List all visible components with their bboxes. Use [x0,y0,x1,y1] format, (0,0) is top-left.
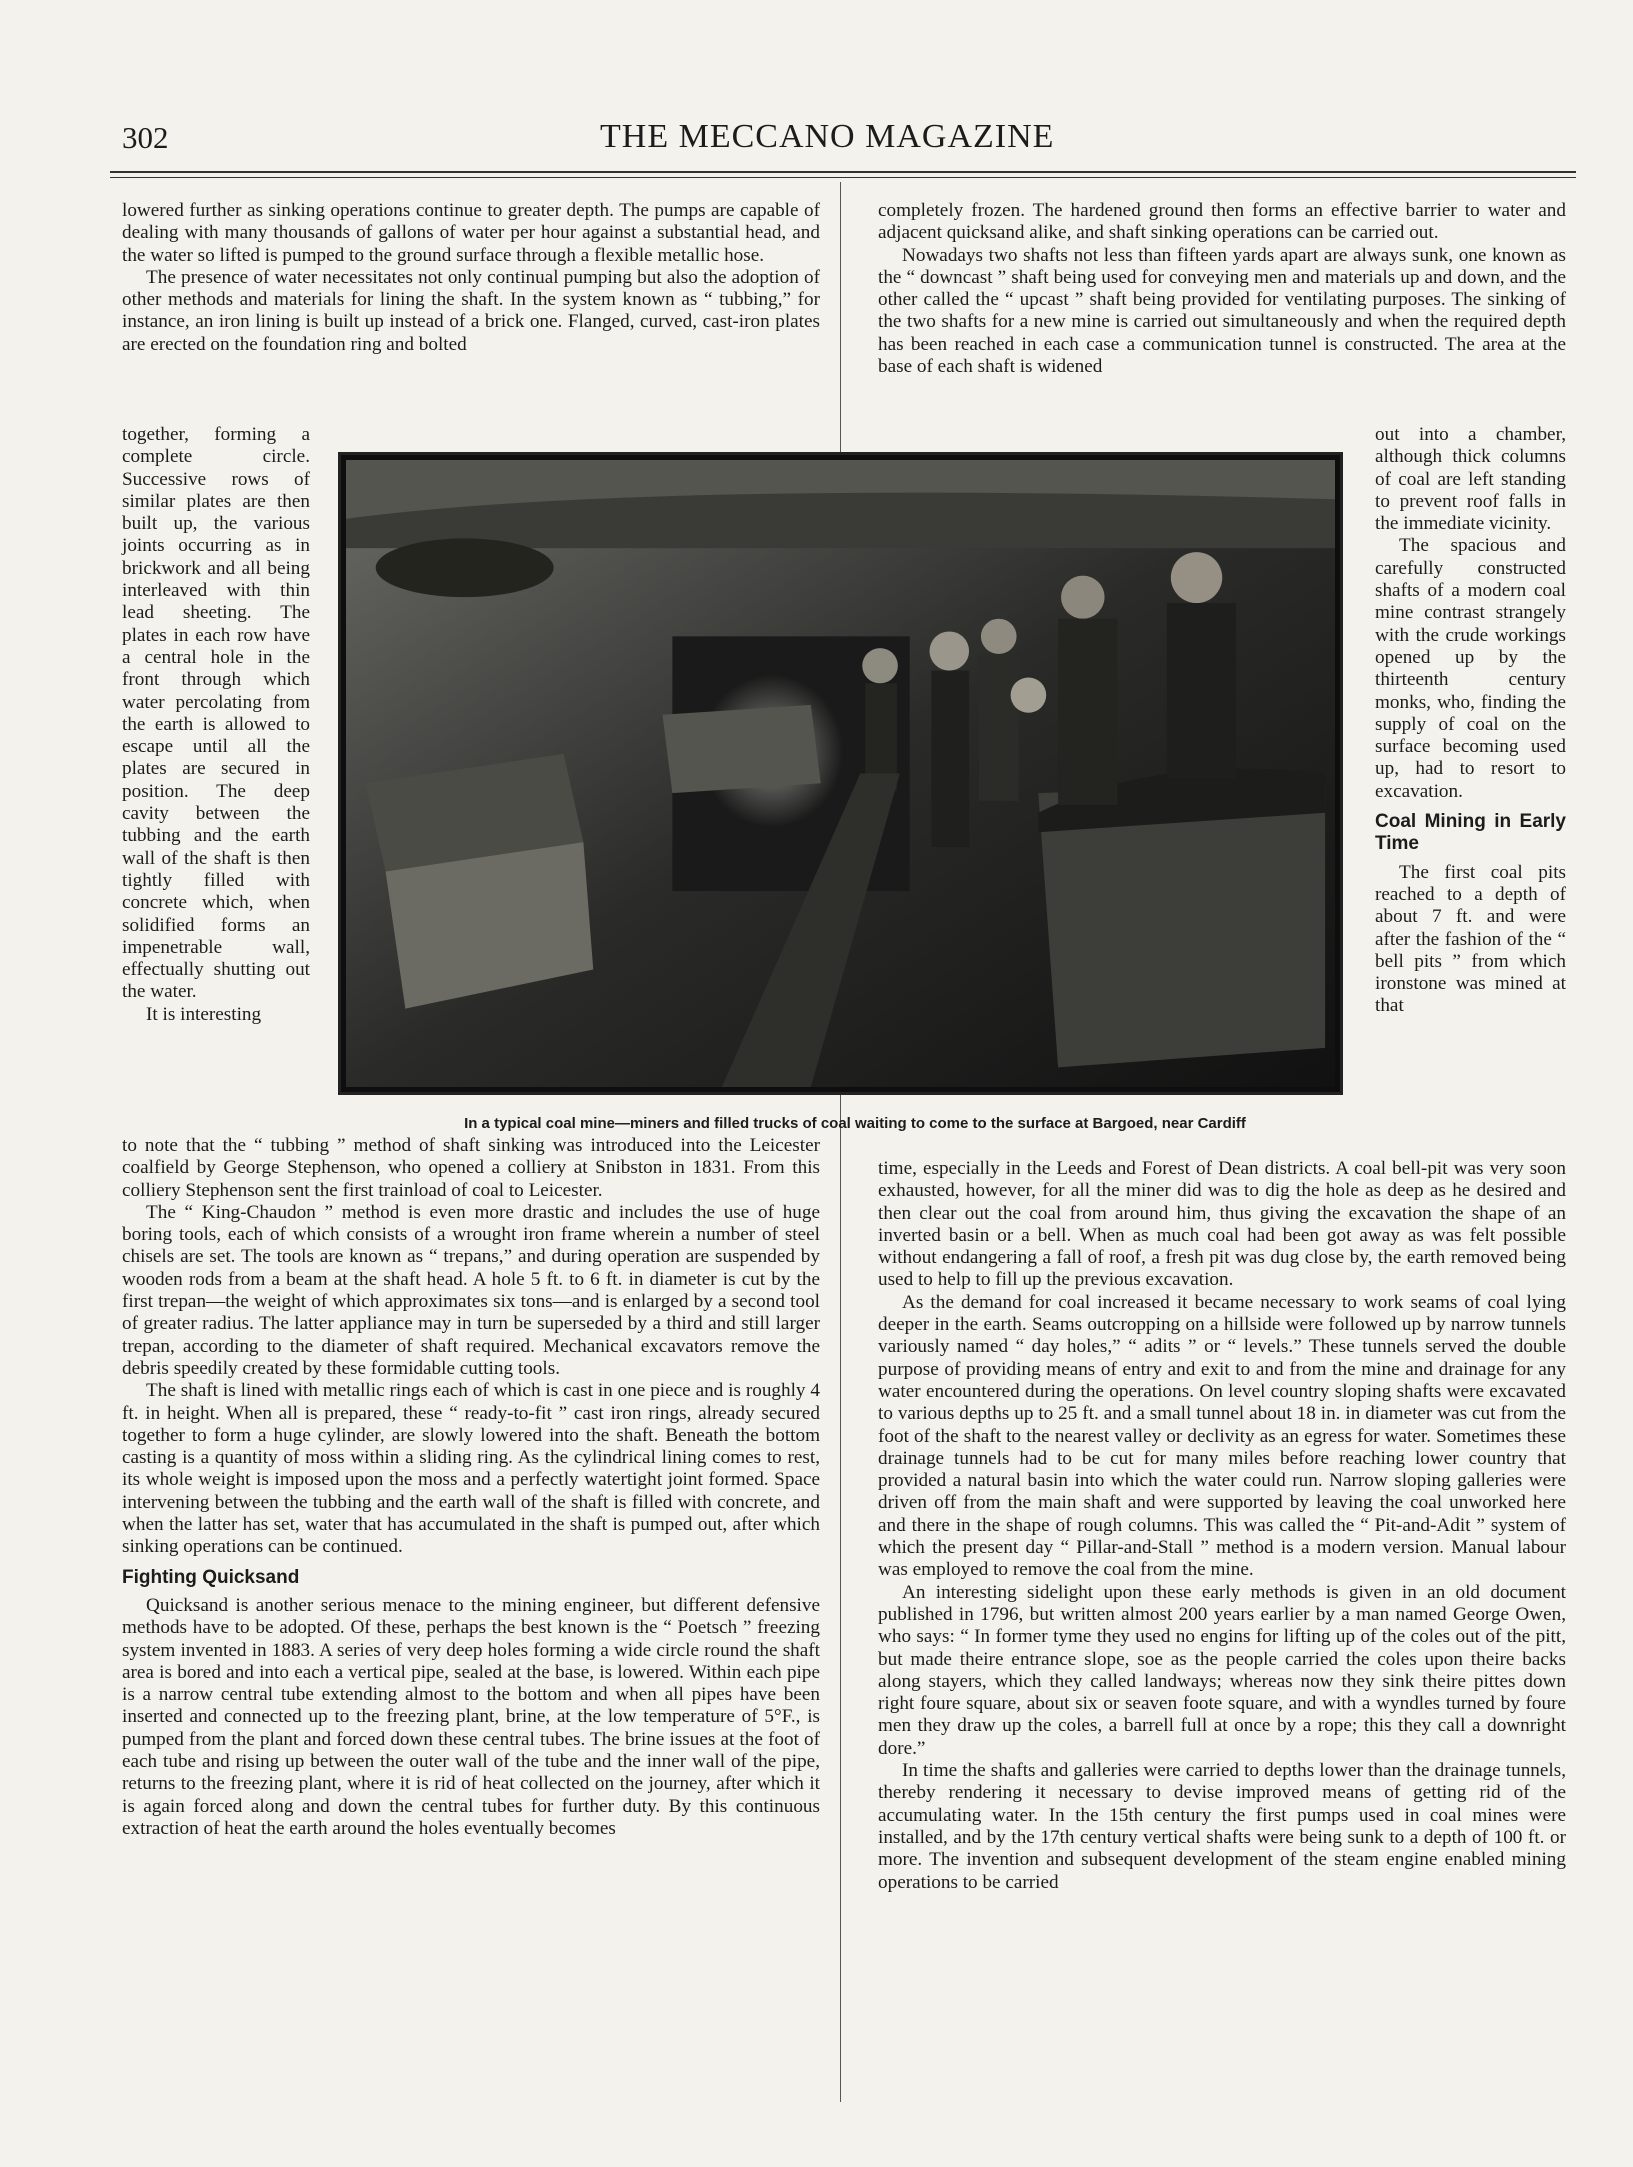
paragraph: As the demand for coal increased it became necessary to work seams of coal lying deeper in the earth. Seams outcropping on a hillside were followed up by narrow tunnels variously named “ day holes,” “ adits ” or “ levels.” These tunnels served the double purpose of providing means of entry and exit to and from the mine and drainage for any water encountered during the operations. On level country sloping shafts were excavated to various depths up to 25 ft. and a small tunnel about 18 in. in diameter was cut from the foot of the shaft to the nearest valley or declivity as an egress for water. Sometimes these drainage tunnels had to be cut for many miles before reaching lower country that provided a natural basin into which the water could run. Narrow sloping galleries were driven off from the main shaft and were supported by leaving the coal unworked here and there in the shape of rough columns. This was called the “ Pit-and-Adit ” system of which the present day “ Pillar-and-Stall ” method is a modern version. Manual labour was employed to remove the coal from the mine. [878,1291,1566,1581]
paragraph: Nowadays two shafts not less than fifteen yards apart are always sunk, one known as the “ downcast ” shaft being used for conveying men and materials up and down, and the other called the “ upcast ” shaft being provided for ventilating purposes. The sinking of the two shafts for a new mine is carried out simultaneously and when the required depth has been reached in each case a communication tunnel is constructed. The area at the base of each shaft is widened [878,244,1566,378]
paragraph: An interesting sidelight upon these early methods is given in an old document published in 1796, but written almost 200 years earlier by a man named George Owen, who says: “ In former tyme they used no engins for lifting up of the coles out of the pitt, but made theire entrance slope, soe as the people carried the coles upon theire backs along stayers, which they called landways; whereas now they sink theire pittes down right foure square, about six or seaven foote square, and with a wyndles turned by foure men they draw up the coles, a barrell full at once by a rope; this they call a downright dore.” [878,1581,1566,1759]
paragraph: out into a chamber, although thick columns of coal are left standing to prevent roof falls in the immediate vicinity. [1375,424,1566,535]
left-column-top [122,200,820,356]
right-column-bottom [878,1158,1566,1894]
paragraph: The “ King-Chaudon ” method is even more drastic and includes the use of huge boring tools, each of which consists of a wrought iron frame wherein a number of steel chisels are set. The tools are known as “ trepans,” and during operation are suspended by wooden rods from a beam at the shaft head. A hole 5 ft. to 6 ft. in diameter is cut by the first trepan—the weight of which approximates six tons—and is enlarged by a second tool of greater radius. The latter appliance may in turn be superseded by a third and still larger trepan, according to the diameter of shaft required. Mechanical excavators remove the debris speedily created by these formidable cutting tools. [122,1201,820,1379]
paragraph: In time the shafts and galleries were carried to depths lower than the drainage tunnels, thereby rendering it necessary to devise improved means of getting rid of the accumulating water. In the 15th century the first pumps used in coal mines were installed, and by the 17th century vertical shafts were being sunk to a depth of 100 ft. or more. The invention and subsequent development of the steam engine enabled mining operations to be carried [878,1760,1566,1893]
left-column-bottom [122,1135,820,1840]
magazine-title: THE MECCANO MAGAZINE [600,118,1055,155]
right-column-wrap-text [1375,424,1566,1018]
coal-mine-photo-image [346,460,1335,1087]
page-number: 302 [122,120,169,155]
paragraph: to note that the “ tubbing ” method of shaft sinking was introduced into the Leicester coalfield by George Stephenson, who opened a colliery at Snibston in 1831. From this colliery Stephenson sent the first trainload of coal to Leicester. [122,1135,820,1201]
paragraph: Quicksand is another serious menace to the mining engineer, but different defensive methods have to be adopted. Of these, perhaps the best known is the “ Poetsch ” freezing system invented in 1883. A series of very deep holes forming a wide circle round the shaft area is bored and into each a vertical pipe, sealed at the base, is lowered. Within each pipe is a narrow central tube extending almost to the bottom and when all pipes have been inserted and connected up to the freezing plant, brine, at the low temperature of 5°F., is pumped from the plant and forced down these central tubes. The brine issues at the foot of each tube and rising up between the outer wall of the tube and the inner wall of the pipe, returns to the freezing plant, where it is rid of heat collected on the journey, after which it is again forced along and down the central tubes for further duty. By this continuous extraction of heat the earth around the holes eventually becomes [122,1594,820,1839]
paragraph: The presence of water necessitates not only continual pumping but also the adoption of other methods and materials for lining the shaft. In the system known as “ tubbing,” for instance, an iron lining is built up instead of a brick one. Flanged, curved, cast-iron plates are erected on the foundation ring and bolted [122,266,820,355]
section-heading: Fighting Quicksand [122,1566,300,1588]
left-column-wrap-text [122,424,310,1026]
paragraph: The spacious and carefully constructed shafts of a modern coal mine contrast strangely with the crude workings opened up by the thirteenth century monks, who, finding the supply of coal on the surface becoming used up, had to resort to excavation. [1375,535,1566,802]
header-rule [110,171,1576,173]
paragraph: The first coal pits reached to a depth of about 7 ft. and were after the fashion of the “ bell pits ” from which ironstone was mined at that [1375,861,1566,1017]
paragraph: It is interesting [146,1003,262,1025]
section-heading: Coal Mining in Early Time [1375,811,1566,855]
paragraph: The shaft is lined with metallic rings each of which is cast in one piece and is roughly 4 ft. in height. When all is prepared, these “ ready-to-fit ” cast iron rings, already secured together to form a huge cylinder, are slowly lowered into the shaft. Beneath the bottom casting is a quantity of moss within a sliding ring. As the cylindrical lining comes to rest, its whole weight is imposed upon the moss and a perfectly watertight joint formed. Space intervening between the tubbing and the earth wall of the shaft is filled with concrete, and when the latter has set, water that has accumulated in the shaft is pumped out, after which sinking operations can be continued. [122,1380,820,1558]
paragraph: together, forming a complete circle. Successive rows of similar plates are then built up, the various joints occurring as in brickwork and all being interleaved with thin lead sheeting. The plates in each row have a central hole in the front through which water percolating from the earth is allowed to escape until all the plates are secured in position. The deep cavity between the tubbing and the earth wall of the shaft is then tightly filled with concrete which, when solidified forms an impenetrable wall, effectually shutting out the water. [122,424,310,1003]
coal-mine-photo [338,452,1343,1095]
paragraph: time, especially in the Leeds and Forest of Dean districts. A coal bell-pit was very soon exhausted, however, for all the miner did was to dig the hole as deep as he desired and then clear out the coal from around him, thus giving the excavation the shape of an inverted basin or a bell. When as much coal had been got away as was felt possible without endangering a fall of roof, a fresh pit was dug close by, the earth removed being used to help to fill up the previous excavation. [878,1158,1566,1291]
paragraph: lowered further as sinking operations continue to greater depth. The pumps are capable of dealing with many thousands of gallons of water per hour against a substantial head, and the water so lifted is pumped to the ground surface through a flexible metallic hose. [122,200,820,266]
header-rule-thin [110,177,1576,178]
paragraph: completely frozen. The hardened ground then forms an effective barrier to water and adjacent quicksand alike, and shaft sinking operations can be carried out. [878,200,1566,244]
photo-caption: In a typical coal mine—miners and filled trucks of coal waiting to come to the surface at Bargoed, near Cardiff [464,1115,1246,1132]
right-column-top [878,200,1566,378]
